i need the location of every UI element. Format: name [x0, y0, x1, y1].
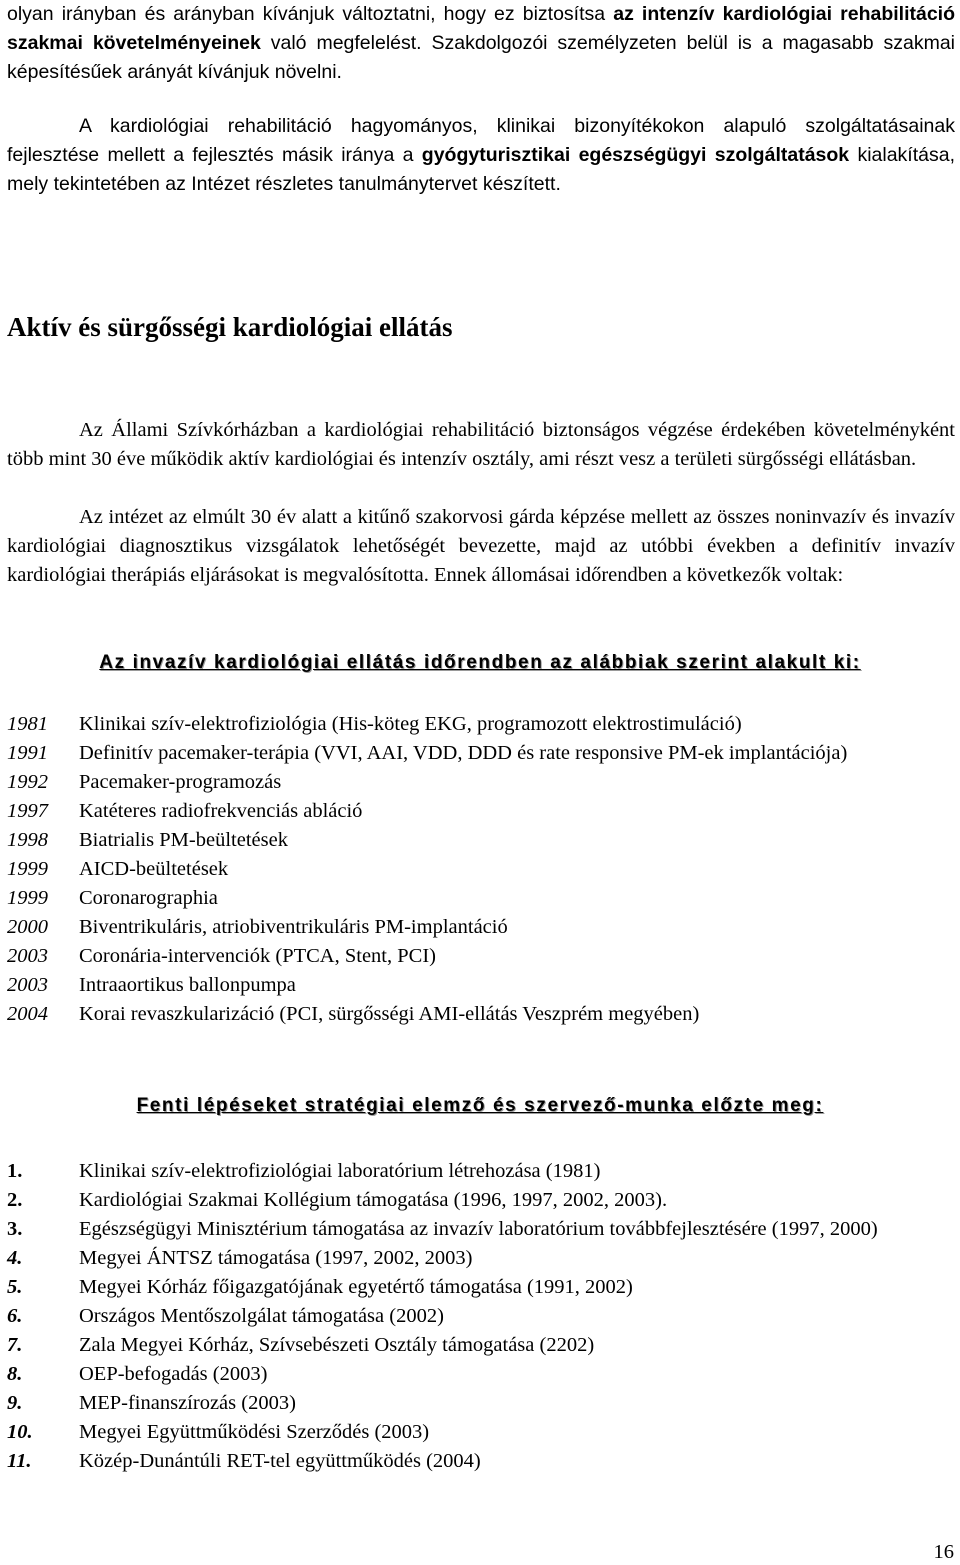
step-text: Megyei Együttműködési Szerződés (2003) — [79, 1421, 430, 1443]
steps-list — [7, 1157, 955, 1476]
step-item — [7, 1418, 955, 1447]
timeline-year: 1998 — [7, 829, 48, 851]
step-number: 7. — [7, 1334, 23, 1356]
timeline-text: Korai revaszkularizáció (PCI, sürgősségi AMI-ellátás Veszprém megyében) — [79, 1003, 700, 1025]
timeline-row — [7, 739, 955, 768]
intro-paragraph — [7, 0, 955, 87]
timeline-row — [7, 826, 955, 855]
timeline-row — [7, 855, 955, 884]
page-number: 16 — [933, 1541, 954, 1563]
timeline-year: 2004 — [7, 1003, 48, 1025]
timeline-year: 1997 — [7, 800, 48, 822]
timeline-text: Biatrialis PM-beültetések — [79, 829, 288, 851]
step-text: Zala Megyei Kórház, Szívsebészeti Osztály támogatása (2202) — [79, 1334, 595, 1356]
timeline-text: Katéteres radiofrekvenciás abláció — [79, 800, 363, 822]
timeline-year: 1991 — [7, 742, 48, 764]
timeline-year: 1999 — [7, 858, 48, 880]
step-text: MEP-finanszírozás (2003) — [79, 1392, 296, 1414]
timeline-subheading: Az invazív kardiológiai ellátás időrendben az alábbiak szerint alakult ki: — [99, 652, 861, 673]
timeline-year: 1981 — [7, 713, 48, 735]
timeline-row — [7, 884, 955, 913]
step-number: 5. — [7, 1276, 23, 1298]
step-item — [7, 1273, 955, 1302]
step-item — [7, 1244, 955, 1273]
section-heading: Aktív és sürgősségi kardiológiai ellátás — [7, 312, 453, 342]
timeline-list — [7, 710, 955, 1029]
step-number: 11. — [7, 1450, 32, 1472]
timeline-text: Coronária-intervenciók (PTCA, Stent, PCI) — [79, 945, 436, 967]
timeline-year: 1992 — [7, 771, 48, 793]
timeline-text: Coronarographia — [79, 887, 218, 909]
timeline-year: 1999 — [7, 887, 48, 909]
step-text: Országos Mentőszolgálat támogatása (2002) — [79, 1305, 444, 1327]
step-number: 10. — [7, 1421, 33, 1443]
hospital-paragraph: Az Állami Szívkórházban a kardiológiai rehabilitáció biztonságos végzése érdekében követelményként több mint 30 éve működik aktív kardiológiai és intenzív osztály, ami részt vesz a területi sürgősségi ellátásban. — [7, 419, 955, 470]
timeline-row — [7, 797, 955, 826]
step-number: 4. — [7, 1247, 23, 1269]
timeline-year: 2003 — [7, 974, 48, 996]
intro-text-bold: az intenzív kardiológiai rehabilitáció szakmai követelményeinek — [7, 3, 956, 54]
rehab-text-c: kialakítása, mely tekintetében az Intézet részletes tanulmánytervet készített. — [7, 144, 956, 195]
step-item — [7, 1360, 955, 1389]
step-number: 1. — [7, 1160, 23, 1182]
step-number: 2. — [7, 1189, 23, 1211]
step-item — [7, 1389, 955, 1418]
intro-text-c: való megfelelést. Szakdolgozói személyzeten belül is a magasabb szakmai képesítésűek arányát kívánjuk növelni. — [7, 32, 955, 83]
step-number: 3. — [7, 1218, 23, 1240]
step-number: 8. — [7, 1363, 23, 1385]
timeline-text: AICD-beültetések — [79, 858, 229, 880]
intro-text-a: olyan irányban és arányban kívánjuk változtatni, hogy ez biztosítsa — [7, 3, 614, 25]
timeline-text: Intraaortikus ballonpumpa — [79, 974, 296, 996]
step-text: Kardiológiai Szakmai Kollégium támogatása (1996, 1997, 2002, 2003). — [79, 1189, 668, 1211]
step-item — [7, 1302, 955, 1331]
steps-subheading: Fenti lépéseket stratégiai elemző és szervező-munka előzte meg: — [136, 1095, 824, 1116]
timeline-row — [7, 913, 955, 942]
step-text: Megyei Kórház főigazgatójának egyetértő támogatása (1991, 2002) — [79, 1276, 633, 1298]
step-text: Megyei ÁNTSZ támogatása (1997, 2002, 2003) — [79, 1247, 473, 1269]
rehab-text-bold: gyógyturisztikai egészségügyi szolgáltatások — [421, 144, 850, 166]
timeline-row — [7, 942, 955, 971]
timeline-text: Biventrikuláris, atriobiventrikuláris PM-implantáció — [79, 916, 508, 938]
timeline-row — [7, 710, 955, 739]
timeline-text: Klinikai szív-elektrofiziológia (His-köteg EKG, programozott elektrostimuláció) — [79, 713, 742, 735]
step-text: Klinikai szív-elektrofiziológiai laboratórium létrehozása (1981) — [79, 1160, 601, 1182]
step-text: Egészségügyi Minisztérium támogatása az invazív laboratórium továbbfejlesztésére (1997, 2000) — [79, 1218, 878, 1240]
history-paragraph: Az intézet az elmúlt 30 év alatt a kitűnő szakorvosi gárda képzése mellett az összes noninvazív és invazív kardiológiai diagnosztikus vizsgálatok lehetőségét bevezette, majd az utóbbi években a definitív invazív kardiológiai therápiás eljárásokat is megvalósította. Ennek állomásai időrendben a következők voltak: — [7, 506, 955, 586]
step-number: 9. — [7, 1392, 23, 1414]
timeline-text: Pacemaker-programozás — [79, 771, 282, 793]
step-text: OEP-befogadás (2003) — [79, 1363, 268, 1385]
rehab-text-a: A kardiológiai rehabilitáció hagyományos, klinikai bizonyítékokon alapuló szolgáltatásainak fejlesztése mellett a fejlesztés másik iránya a — [7, 115, 955, 166]
timeline-row — [7, 971, 955, 1000]
step-item — [7, 1331, 955, 1360]
step-item — [7, 1157, 955, 1186]
step-item — [7, 1186, 955, 1215]
rehab-paragraph — [7, 112, 955, 199]
step-text: Közép-Dunántúli RET-tel együttműködés (2004) — [79, 1450, 481, 1472]
step-item — [7, 1447, 955, 1476]
timeline-year: 2003 — [7, 945, 48, 967]
timeline-year: 2000 — [7, 916, 48, 938]
step-number: 6. — [7, 1305, 23, 1327]
timeline-row — [7, 768, 955, 797]
timeline-text: Definitív pacemaker-terápia (VVI, AAI, VDD, DDD és rate responsive PM-ek implantációja) — [79, 742, 848, 764]
step-item — [7, 1215, 955, 1244]
timeline-row — [7, 1000, 955, 1029]
